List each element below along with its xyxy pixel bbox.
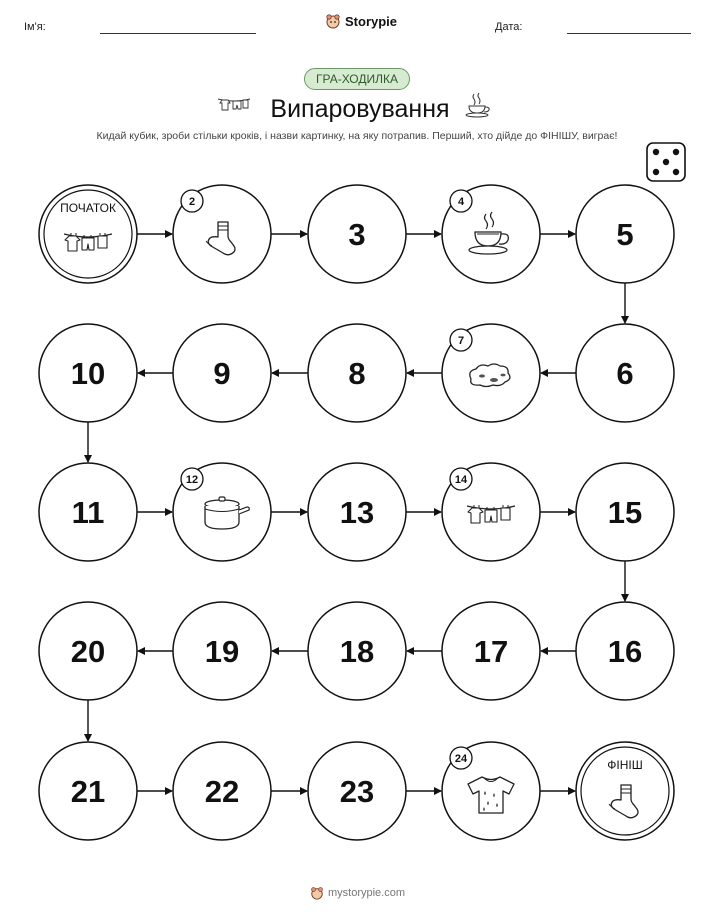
cell-number: 8 [348,356,366,391]
storypie-mascot-icon [310,886,324,900]
dice-icon[interactable] [647,143,685,181]
board-cell-19[interactable] [173,602,271,700]
cell-number: 9 [213,356,231,391]
board-cell-8[interactable] [308,324,406,422]
date-label: Дата: [495,21,523,33]
board-cell-21[interactable] [39,742,137,840]
board-cell-12[interactable] [173,463,271,561]
name-label: Ім'я: [24,21,46,33]
board-cell-22[interactable] [173,742,271,840]
board-cell-6[interactable] [576,324,674,422]
board-cell-20[interactable] [39,602,137,700]
board-cell-9[interactable] [173,324,271,422]
cell-number: 6 [616,356,634,391]
board-cell-16[interactable] [576,602,674,700]
board-cell-17[interactable] [442,602,540,700]
board-cell-23[interactable] [308,742,406,840]
footer-site: mystorypie.com [328,887,406,899]
cell-number: 2 [188,196,196,208]
board-cell-15[interactable] [576,463,674,561]
finish-label: ФІНІШ [607,758,643,772]
cell-number: 19 [204,634,240,669]
cell-number: 20 [70,634,106,669]
cell-number: 7 [457,335,465,347]
brand-name: Storypie [345,13,398,29]
board-cell-5[interactable] [576,185,674,283]
board-cell-4[interactable] [442,185,540,283]
footer-brand [310,886,405,900]
game-type-badge: ГРА-ХОДИЛКА [304,68,410,90]
cell-number: 14 [454,474,468,486]
cell-number: 11 [71,495,105,530]
cell-number: 24 [454,753,468,765]
board-cell-7[interactable] [442,324,540,422]
board-cell-24[interactable] [442,742,540,840]
start-label: ПОЧАТОК [60,201,116,215]
cell-number: 5 [616,217,634,252]
cell-number: 10 [70,356,106,391]
board-cell-10[interactable] [39,324,137,422]
board-cell-14[interactable] [442,463,540,561]
cell-number: 15 [607,495,643,530]
board-cell-11[interactable] [39,463,137,561]
game-instructions: Кидай кубик, зроби стільки кроків, і назви картинку, на яку потрапив. Перший, хто дійде до ФІНІШУ, виграє! [96,130,618,142]
cell-number: 21 [70,774,106,809]
start-cell[interactable] [39,185,137,283]
game-title: Випаровування [270,95,450,123]
board-cell-18[interactable] [308,602,406,700]
cell-number: 3 [348,217,366,252]
cell-number: 23 [339,774,375,809]
finish-cell[interactable] [576,742,674,840]
cell-number: 22 [204,774,240,809]
cell-number: 13 [339,495,375,530]
cell-number: 16 [607,634,643,669]
cell-number: 12 [185,474,199,486]
board-cell-3[interactable] [308,185,406,283]
board-cell-13[interactable] [308,463,406,561]
cell-number: 4 [457,196,465,208]
board-cell-2[interactable] [173,185,271,283]
cell-number: 17 [473,634,509,669]
cell-number: 18 [339,634,375,669]
